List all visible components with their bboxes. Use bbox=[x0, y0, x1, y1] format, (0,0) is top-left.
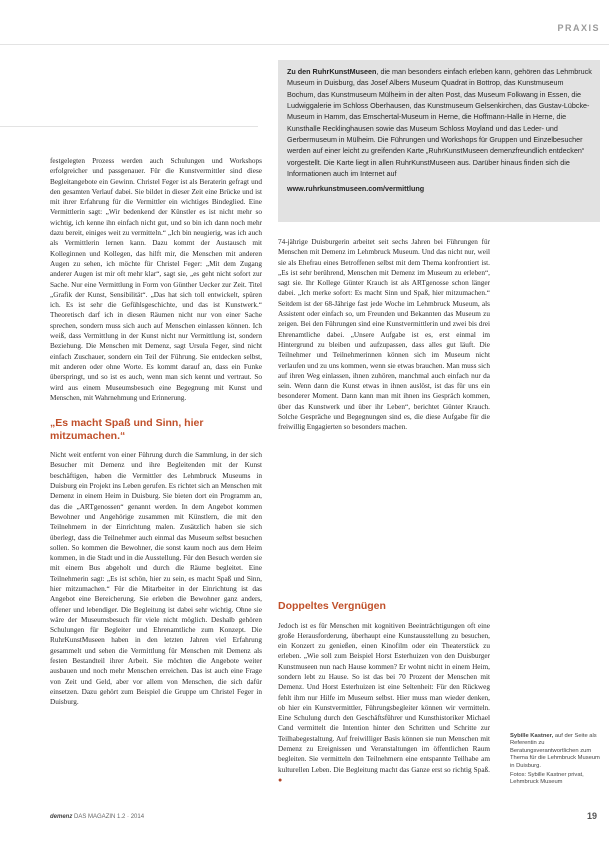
section-label: PRAXIS bbox=[557, 23, 600, 33]
info-box-lead: Zu den RuhrKunstMuseen bbox=[287, 67, 377, 76]
article-column-left bbox=[50, 156, 262, 708]
article-paragraph: festgelegten Prozess werden auch Schulungen und Workshops erfolgreicher und passgenauer. Für die Kunstvermittler sind diese Begleitangebote ein Gewinn. Christel Feger ist als Beraterin gefragt und den gesamten Verlauf dabei. Sie bildet in dieser Zeit eine Brücke und ist mit ihrer Erfahrung für die Vermittler ein wichtiges Bindeglied. Eine Vermittlerin sagt: „Wir bedenkend der Künstler es ist nicht mehr so wichtig, ich kenne ihn einfach nicht gut, und so bin ich dann noch mehr dazu bereit, einiges weit zu vermitteln.“ „Ich bin neugierig, was ich auch als Vermittlerin lernen kann. Dazu kommt der Austausch mit Kolleginnen und Kollegen, das hilft mir, die Menschen mit anderen Augen zu sehen, ich möchte für Christel Feger: „Mit dem Zugang anderer Augen ist mir oft mehr klar“, sagt sie, „es geht nicht sofort zur Sache. Nur eine Vermittlung in Form von Günther Uecker zur Zeit. Titel „Grafik der Kunst, Sensibilität“. „Das hat sich toll entwickelt, spüren ich. Es ist sehr die Gefühlsgeschichte, und das ist Kunstwerk.“ Theoretisch darf ich in diesen Räumen nicht nur von einer Sache sprechen, sondern muss sich auch auf Menschen einlassen können. Ich weiß, dass Vermittlung in der Kunst nicht nur Vermittlung ist, sondern Beziehung. Die Menschen mit Demenz, sagt Ursula Feger, sind nicht einfach Zuschauer, sondern ein Teil der Führung. Sie entdecken selbst, mit anderen oder ohne Worte. Es kommt darauf an, dass ein Funke überspringt, und so ist es auch, wenn man sich kennt und vertraut. So wird aus einem Museumsbesuch eine Begegnung mit Kunst und Menschen, mit Wahrnehmung und Erinnerung. bbox=[50, 157, 262, 402]
photo-caption bbox=[510, 733, 602, 789]
column-divider bbox=[0, 126, 258, 127]
info-box-text bbox=[287, 66, 592, 179]
footer-issue: DAS MAGAZIN 1.2 · 2014 bbox=[74, 814, 145, 820]
caption-name: Sybille Kastner, bbox=[510, 733, 554, 739]
article-paragraph bbox=[278, 621, 490, 786]
article-column-right-lower bbox=[278, 600, 490, 785]
article-column-right bbox=[278, 237, 490, 433]
info-box bbox=[278, 60, 600, 222]
article-paragraph-text: Jedoch ist es für Menschen mit kognitiven Beeinträchtigungen oft eine große Herausforderung, überhaupt eine Kunstausstellung zu besuchen, ein Konzert zu genießen, einen Kinofilm oder ein Theaterstück zu erleben. „Wie soll zum Beispiel Horst Esterhuizen von den Duisburger Kunstmuseen nun nach Hause kommen? Er wohnt nicht in einem Heim, sondern lebt zu Hause. So ist das bei 70 Prozent der Menschen mit Demenz. Und Horst Esterhuizen ist eine Seltenheit: Für den Rückweg fehlt ihm nur Hilfe im Museum selbst. Hier muss man wieder denken, ob hier ein Kunstvermittler, Führungsbegleiter können wir vermitteln. Eine Schulung durch den Geschäftsführer und Kunsthistoriker Michael Cand vermittelt die Intention hinter den Schritten und Schritte zur Teilhabegestaltung. Auf freiwilliger Basis können sie nun Menschen mit Demenz zu Ereignissen und Veranstaltungen im öffentlichen Raum begleiten. Sie vermitteln den Teilnehmern eine entspannte Teilhabe am kulturellen Leben. Die Begleitung macht das Ganze erst so richtig Spaß. bbox=[278, 621, 490, 774]
info-box-url-link[interactable]: www.ruhrkunstmuseen.com/vermittlung bbox=[287, 184, 425, 194]
info-box-body: , die man besonders einfach erleben kann, gehören das Lehmbruck Museum in Duisburg, das Josef Albers Museum Quadrat in Bottrop, das Kunstmuseum Bochum, das Kunstmuseum Mülheim in der alten Post, das Museum Folkwang in Essen, die Ludwiggalerie im Schloss Oberhausen, das Kunstmuseum Gelsenkirchen, das Gustav-Lübcke-Museum in Hamm, das Emschertal-Museum in Herne, die Hoffmann-Halle in Herne, die Kunsthalle Recklinghausen sowie das Museum Schloss Moyland und das Leder- und Gerbermuseum in Mülheim. Die Führungen und Workshops für Gruppen und Einzelbesucher werden auf einer leicht zu greifenden Karte „RuhrKunstMuseen demenzfreundlich entdecken“ vorgestellt. Die Karte liegt in allen RuhrKunstMuseen aus. Darüber hinaus finden sich die Informationen auch im Internet auf bbox=[287, 67, 592, 179]
footer bbox=[50, 814, 144, 820]
end-mark-icon: ● bbox=[278, 775, 283, 784]
article-subhead: Doppeltes Vergnügen bbox=[278, 600, 386, 612]
article-paragraph: Nicht weit entfernt von einer Führung durch die Sammlung, in der sich Besucher mit Demenz und ihre Begleitenden mit der Kunst beschäftigen, haben die Vermittler des Lehmbruck Museums in Duisburg ein Projekt ins Leben gerufen. Es richtet sich an Menschen mit Demenz in einem Heim in Duisburg. Sie bieten dort ein Programm an, das die „ARTgenossen“ genannt werden. In dem Angebot kommen Bewohner und Angehörige zusammen mit Künstlern, die mit den Teilnehmern in der Einrichtung malen. Zusätzlich haben sie sich überlegt, dass die Teilnehmer auch einmal das Museum selbst besuchen sollen. So kommen die Bewohner, die sonst kaum noch aus dem Heim kommen, in die Stadt und in die Ausstellung. Für den Besuch werden sie mit einem Bus abgeholt und durch die Räume begleitet. Eine Teilnehmerin sagt: „Es ist schön, hier zu sein, es macht Spaß und Sinn, hier mitzumachen.“ Für die Mitarbeiter in der Einrichtung ist das Angebot eine Bereicherung. Sie erleben die Bewohner ganz anders, offener und lebendiger. Die Begleitung ist dabei sehr wichtig. Ohne sie wäre der Museumsbesuch für viele nicht möglich. Deshalb gehören Schulungen für Begleiter und Ehrenamtliche zum Konzept. Die RuhrKunstMuseen haben in den letzten Jahren viel Erfahrung gesammelt und sehen die Vermittlung für Menschen mit Demenz als festen Bestandteil ihrer Arbeit. Sie möchten die Angebote weiter ausbauen und noch mehr Menschen erreichen. Das ist auch eine Frage von Zeit und Geld, aber vor allem von Menschen, die sich dafür einsetzen. Dazu gehört zum Beispiel die Gruppe um Christel Feger in Duisburg. bbox=[50, 451, 262, 707]
header-divider bbox=[0, 44, 609, 45]
caption-credit: Fotos: Sybille Kastner privat, Lehmbruck Museum bbox=[510, 772, 584, 786]
caption-text: auf der Seite als Referentin zu Beratungsverantwortlichen zum Thema für die Lehmbruck Museum in Duisburg. bbox=[510, 733, 600, 769]
footer-magazine: demenz bbox=[50, 814, 73, 820]
article-subhead: „Es macht Spaß und Sinn, hier mitzumachen.“ bbox=[50, 417, 204, 442]
page-number: 19 bbox=[586, 811, 597, 821]
article-paragraph: 74-jährige Duisburgerin arbeitet seit sechs Jahren bei Führungen für Menschen mit Demenz im Lehmbruck Museum. Und das nicht nur, weil sie als Ehefrau eines Betroffenen selbst mit dem Thema konfrontiert ist. „Es ist sehr berührend, Menschen mit Demenz im Museum zu erleben“, sagt sie. Ihr Kollege Günter Krauch ist als ARTgenosse schon länger dabei. „Ich merke sofort: Es macht Sinn und Spaß, hier mitzumachen.“ Seitdem ist der 68-Jährige fast jede Woche im Lehmbruck Museum, als Assistent oder einfach so, um Freunden und Bekannten das Museum zu zeigen. Bei den Führungen sind eine Kunstvermittlerin und zwei bis drei Ehrenamtliche dabei. „Unsere Aufgabe ist es, erst einmal im Hintergrund zu bleiben und aufzupassen, dass alles gut läuft. Die Teilnehmer und Teilnehmerinnen können sich im Museum nicht verlaufen und zu uns kommen, wenn sie etwas brauchen. Man muss sich auf ihren Weg einlassen, ihnen zuhören, manchmal auch einfach nur da sein. Wenn dann die Kunst etwas in ihnen auslöst, ist das für uns ein besonderer Moment. Dann kann man mit ihnen ins Gespräch kommen, über das Kunstwerk und über ihr Leben“, berichtet Günter Krauch. Solche Gespräche und Begegnungen sind es, die diese Aufgabe für die freiwillig Engagierten so besonders machen. bbox=[278, 238, 490, 432]
